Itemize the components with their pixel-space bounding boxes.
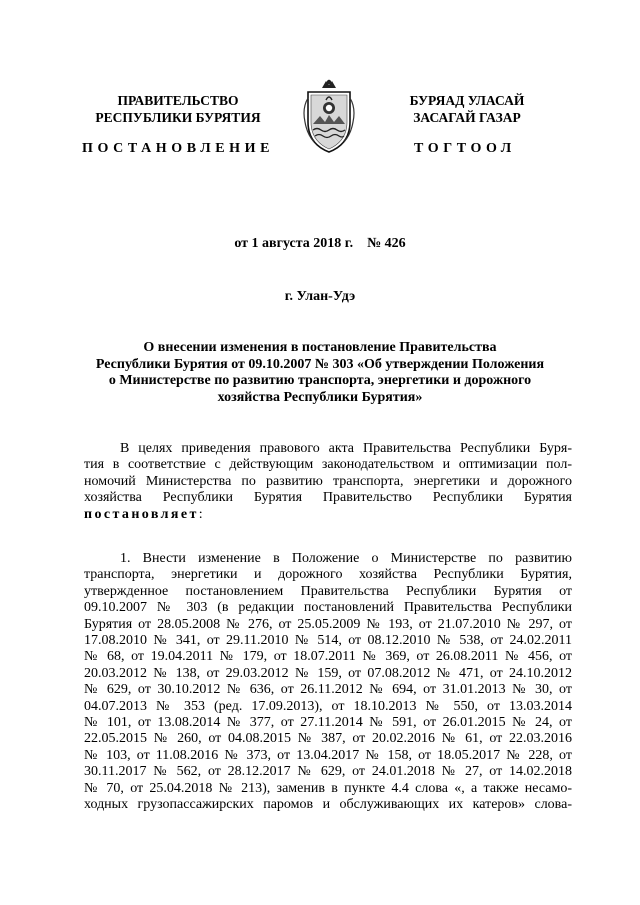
title-line: хозяйства Республики Бурятия» <box>217 389 423 405</box>
text-line: Бурятия от 28.05.2008 № 276, от 25.05.2009 № 193, от 21.07.2010 № 297, от <box>84 616 572 632</box>
text-line: транспорта, энергетики и дорожного хозяйства Республики Бурятия, <box>84 567 572 583</box>
text-line: номочий Министерства по развитию транспорта, энергетики и дорожного <box>84 473 572 489</box>
doc-type-ru: ПОСТАНОВЛЕНИЕ <box>82 141 275 156</box>
document-title <box>60 340 580 406</box>
resolves-word: постановляет <box>84 506 199 522</box>
text-line: 04.07.2013 № 353 (ред. 17.09.2013), от 18.10.2013 № 550, от 13.03.2014 <box>84 698 572 714</box>
text-line: ходных грузопассажирских паромов и обслуживающих их катеров» слова- <box>84 797 572 813</box>
header-left-line1: ПРАВИТЕЛЬСТВО <box>117 93 239 108</box>
text-line: № 101, от 13.08.2014 № 377, от 27.11.2014 № 591, от 26.01.2015 № 24, от <box>84 715 572 731</box>
title-line: о Министерстве по развитию транспорта, энергетики и дорожного <box>108 373 532 388</box>
text-line: № 68, от 19.04.2011 № 179, от 18.07.2011 № 369, от 26.08.2011 № 456, от <box>84 649 572 665</box>
header-right-line2: ЗАСАГАЙ ГАЗАР <box>413 110 521 125</box>
text-line: 09.10.2007 № 303 (в редакции постановлений Правительства Республики <box>84 600 572 616</box>
text-line: хозяйства Республики Бурятия Правительство Республики Бурятия <box>84 490 572 506</box>
text-line: тия в соответствие с действующим законодательством и оптимизации пол- <box>84 457 572 473</box>
text-line: утвержденное постановлением Правительства Республики Бурятия от <box>84 583 572 599</box>
resolves-colon: : <box>198 506 203 522</box>
preamble-paragraph <box>84 441 572 523</box>
text-line: 17.08.2010 № 341, от 29.11.2010 № 514, от 08.12.2010 № 538, от 24.02.2011 <box>84 633 572 649</box>
text-line: № 103, от 11.08.2016 № 373, от 13.04.2017 № 158, от 18.05.2017 № 228, от <box>84 747 572 763</box>
text-line: 30.11.2017 № 562, от 28.12.2017 № 629, от 24.01.2018 № 27, от 14.02.2018 <box>84 764 572 780</box>
item-1-paragraph <box>84 551 572 814</box>
text-line: 22.05.2015 № 260, от 04.08.2015 № 387, от 20.02.2016 № 61, от 22.03.2016 <box>84 731 572 747</box>
text-line: № 70, от 25.04.2018 № 213), заменив в пункте 4.4 слова «, а также несамо- <box>84 780 572 796</box>
text-line: 20.03.2012 № 138, от 29.03.2012 № 159, от 07.08.2012 № 471, от 24.10.2012 <box>84 665 572 681</box>
text-line: № 629, от 30.10.2012 № 636, от 26.11.2012 № 694, от 31.01.2013 № 30, от <box>84 682 572 698</box>
government-name-bua <box>372 92 562 126</box>
text-line: В целях приведения правового акта Правительства Республики Буря- <box>120 441 572 456</box>
text-line: 1. Внести изменение в Положение о Министерстве по развитию <box>120 551 572 566</box>
date-number: от 1 августа 2018 г. № 426 <box>234 236 406 251</box>
header-left-line2: РЕСПУБЛИКИ БУРЯТИЯ <box>95 110 261 125</box>
resolves-line <box>84 507 572 523</box>
government-name-ru <box>78 92 278 126</box>
title-line: Республики Бурятия от 09.10.2007 № 303 «Об утверждении Положения <box>95 356 545 372</box>
coat-of-arms-icon <box>300 78 358 156</box>
header-right-line1: БУРЯАД УЛАСАЙ <box>409 93 525 108</box>
doc-type-bua: ТОГТООЛ <box>414 141 516 156</box>
city: г. Улан-Удэ <box>284 289 356 304</box>
title-line: О внесении изменения в постановление Правительства <box>143 340 497 355</box>
